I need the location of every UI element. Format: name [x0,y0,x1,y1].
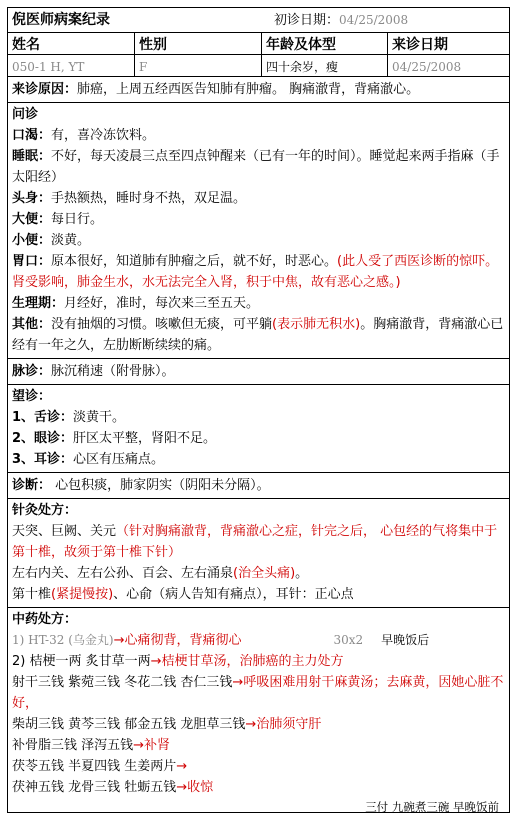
arrow-icon: → [133,738,145,753]
eye-text: 肝区太平整，肾阳不足。 [73,431,217,446]
acu-note-2: (治全头痛) [233,566,296,581]
complaint-row [8,77,509,103]
herbal-item-1: 1) HT-32 (乌金丸) [12,633,114,647]
other-text-cont: 。胸痛澈背，背痛澈心已经有一年之久，左肋断断续续的痛。 [12,317,504,353]
name-header: 姓名 [8,33,135,54]
record-header [8,8,509,33]
other-label: 其他： [12,317,52,332]
herbal-item-4: 柴胡三钱 黄芩三钱 郁金五钱 龙胆草三钱 [12,717,246,732]
visit-date-value: 04/25/2008 [392,60,462,74]
stool-label: 大便： [12,212,52,227]
acu-end-2: 。 [295,566,309,581]
first-visit-date: 04/25/2008 [339,13,409,27]
herbal-item-2: 2) 桔梗一两 炙甘草一两 [12,654,151,669]
arrow-icon: → [176,780,188,795]
herbal-item-6: 茯苓五钱 半夏四钱 生姜两片 [12,759,177,774]
age-value: 四十余岁，瘦 [262,55,388,76]
herbal-note-1: 心痛彻背，背痛彻心 [124,633,242,648]
stool-text: 每日行。 [51,212,104,227]
first-visit [274,10,408,30]
arrow-icon: → [113,633,125,648]
inspection-title: 望诊： [12,389,52,404]
herbal-title: 中药处方： [12,612,78,627]
acupuncture-section [8,499,509,608]
ear-label: 3、耳诊： [12,452,74,467]
medical-record-sheet [7,7,510,813]
eye-label: 2、眼诊： [12,431,74,446]
thirst-text: 有，喜冷冻饮料。 [51,128,156,143]
herbal-note-5: 补肾 [144,738,171,753]
herbal-item-5: 补骨脂三钱 泽泻五钱 [12,738,134,753]
complaint-text: 肺癌，上周五经西医告知肺有肿瘤。 胸痛澈背，背痛澈心。 [77,82,420,97]
tongue-label: 1、舌诊： [12,410,74,425]
appetite-note: (此人受了西医诊断的惊吓。肾受影响，肺金生水，水无法完全入肾，积于中焦，故有恶心之感。) [12,254,499,290]
age-header: 年龄及体型 [262,33,388,54]
diagnosis-text: 心包积痰，肺家阴实（阴阳未分隔）。 [51,478,270,493]
other-text: 没有抽烟的习惯。咳嗽但无痰，可平躺 [51,317,273,332]
acu-points-3: 第十椎 [12,587,52,602]
urine-label: 小便： [12,233,52,248]
period-label: 生理期： [12,296,65,311]
herbal-footer: 三付 九碗煮三碗 早晚饭前 [365,800,499,814]
info-value-row [8,55,509,77]
arrow-icon: → [232,675,244,690]
inquiry-section [8,103,509,359]
acu-points-1: 天突、巨阙、关元 [12,524,117,539]
herbal-section [8,608,509,818]
arrow-icon: → [176,759,188,774]
arrow-icon: → [245,717,257,732]
acu-points-3b: 、心俞（病人告知有痛点），耳针：正心点 [113,587,354,602]
herbal-qty-1: 30x2 [333,633,364,647]
pulse-row [8,359,509,385]
complaint-label: 来诊原因： [12,82,78,97]
thirst-label: 口渴： [12,128,52,143]
diagnosis-label: 诊断： [12,478,52,493]
name-value: 050-1 H, YT [8,55,135,76]
tongue-text: 淡黄干。 [73,410,126,425]
head-text: 手热额热，睡时身不热，双足温。 [51,191,247,206]
arrow-icon: → [150,654,162,669]
period-text: 月经好，准时，每次来三至五天。 [64,296,260,311]
herbal-note-2: 桔梗甘草汤，治肺癌的主力处方 [161,654,344,669]
gender-value: F [135,55,262,76]
sleep-label: 睡眠： [12,149,52,164]
herbal-item-7: 茯神五钱 龙骨三钱 牡蛎五钱 [12,780,177,795]
sleep-text: 不好，每天凌晨三点至四点钟醒来（已有一年的时间）。睡觉起来两手指麻（手太阳经） [12,149,500,185]
other-note: (表示肺无积水) [272,317,361,332]
herbal-time-1: 早晚饭后 [381,633,430,647]
acu-points-2: 左右内关、左右公孙、百会、左右涌泉 [12,566,234,581]
appetite-label: 胃口： [12,254,52,269]
diagnosis-row [8,473,509,499]
inspection-section [8,385,509,473]
herbal-item-3: 射干三钱 紫菀三钱 冬花二钱 杏仁三钱 [12,675,233,690]
first-visit-label: 初诊日期： [274,13,340,28]
acupuncture-title: 针灸处方： [12,503,78,518]
herbal-note-7: 收惊 [187,780,214,795]
appetite-text: 原本很好，知道肺有肿瘤之后，就不好，时恶心。 [51,254,338,269]
herbal-note-4: 治肺须守肝 [256,717,322,732]
gender-header: 性别 [135,33,262,54]
urine-text: 淡黄。 [51,233,91,248]
head-label: 头身： [12,191,52,206]
record-title: 倪医师病案纪录 [12,12,110,28]
herbal-note-3: 呼吸困难用射干麻黄汤；去麻黄，因她心脏不好， [12,675,504,711]
inquiry-title: 问诊 [12,107,39,122]
info-header-row [8,33,509,55]
visit-date-header: 来诊日期 [392,37,448,53]
pulse-text: 脉沉稍速（附骨脉）。 [51,364,175,379]
ear-text: 心区有压痛点。 [73,452,165,467]
pulse-label: 脉诊： [12,364,52,379]
acu-note-3: (紧提慢按) [51,587,114,602]
acu-note-1: （针对胸痛澈背，背痛澈心之症，针完之后， 心包经的气将集中于第十椎，故须于第十椎下针） [12,524,498,560]
